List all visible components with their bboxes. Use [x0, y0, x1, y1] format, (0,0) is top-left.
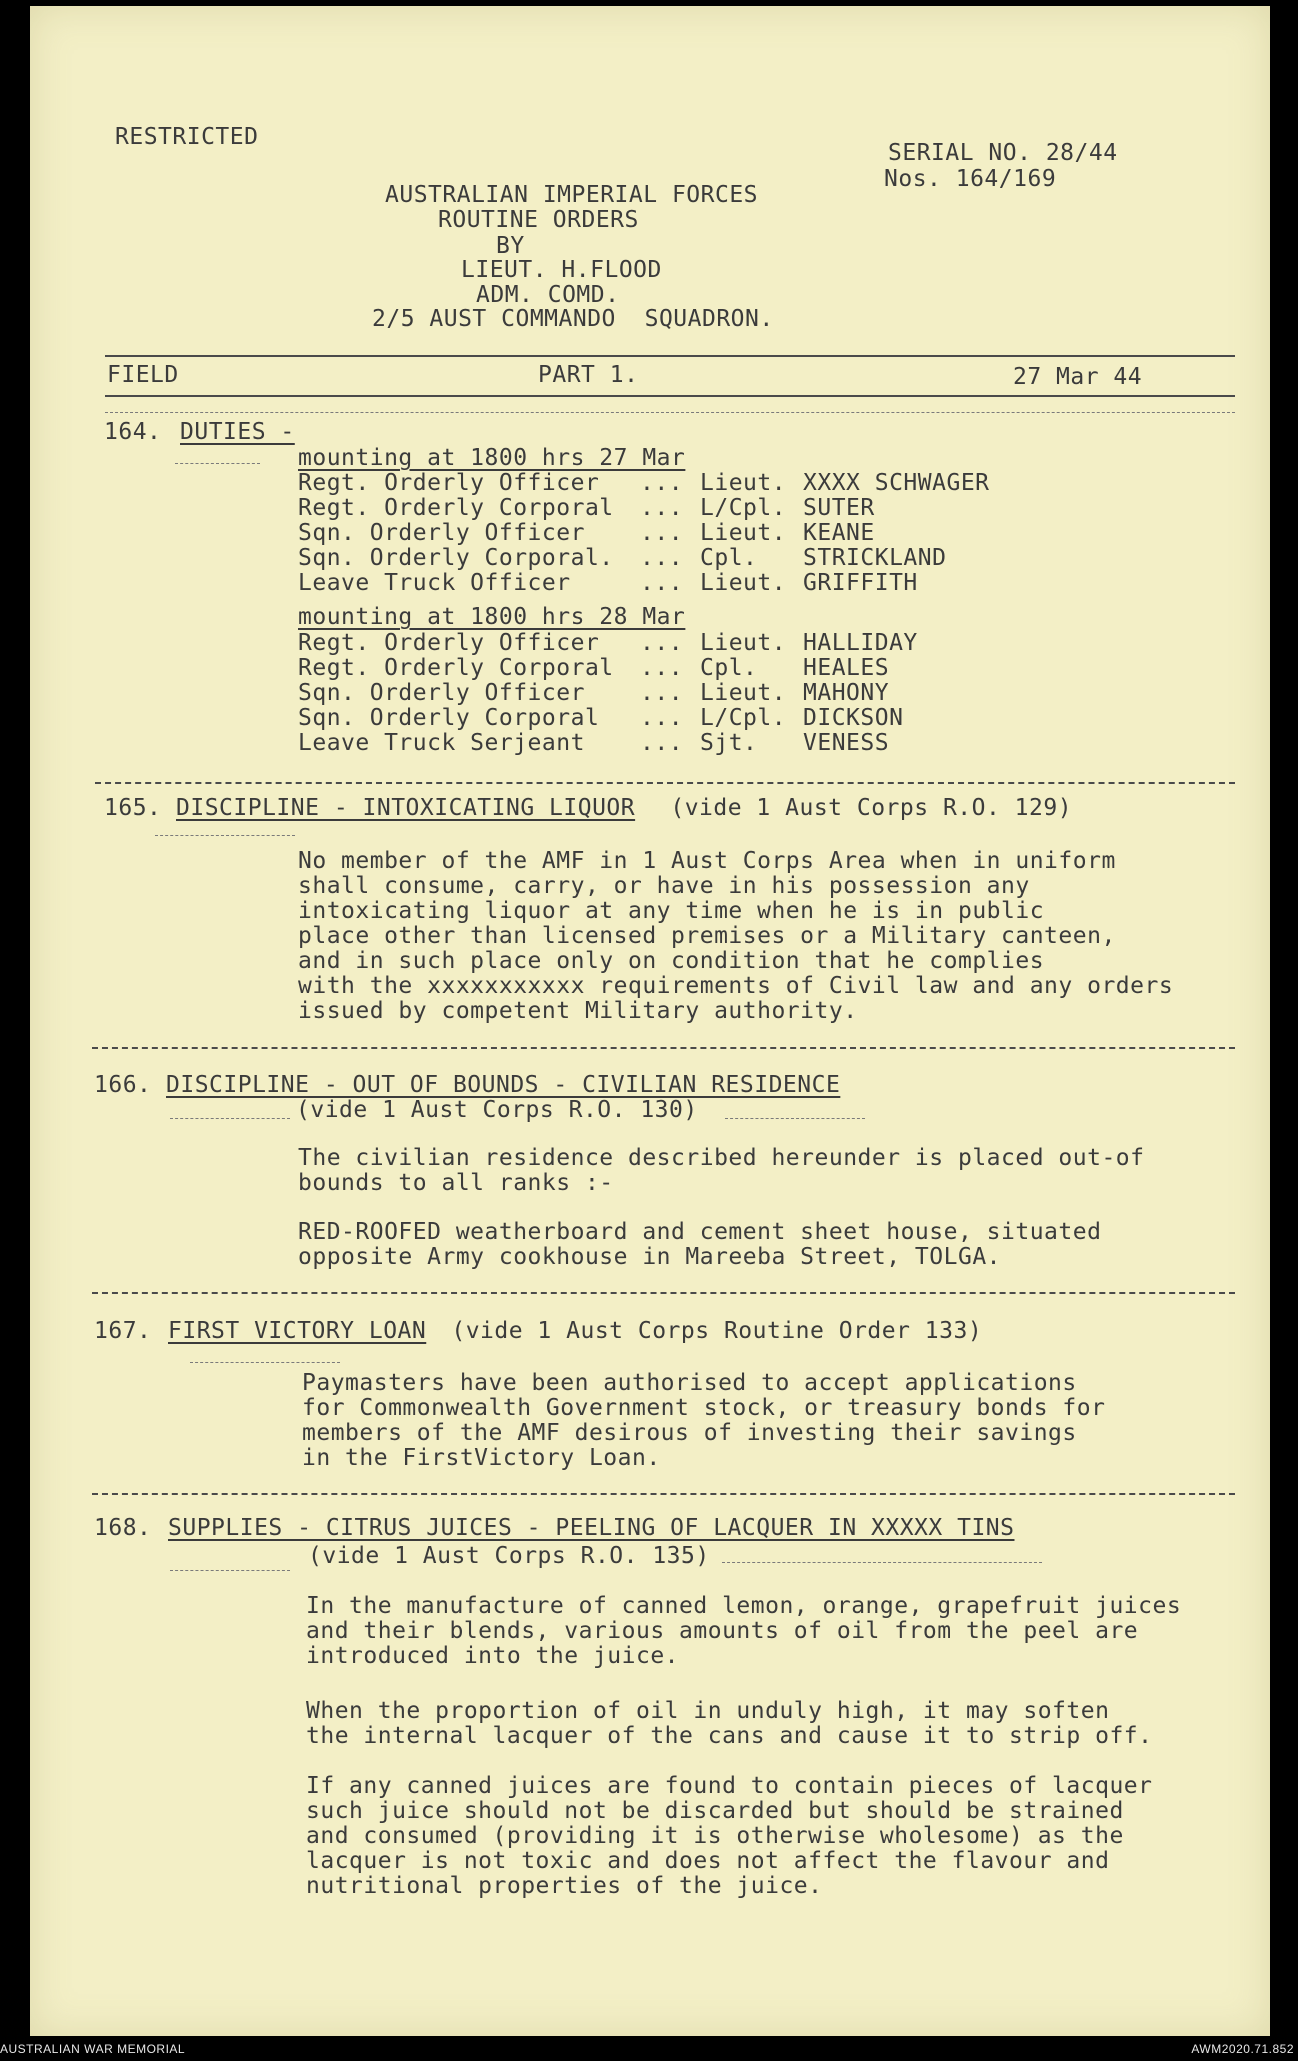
- duty-title: Leave Truck Serjeant: [298, 730, 585, 756]
- text-line: No member of the AMF in 1 Aust Corps Area when in uniform: [298, 848, 1116, 874]
- text-line: and in such place only on condition that he complies: [298, 948, 1045, 974]
- leader-dots: ...: [640, 470, 684, 496]
- duty-title: Regt. Orderly Officer: [298, 630, 600, 656]
- order-168-ref: (vide 1 Aust Corps R.O. 135): [308, 1543, 710, 1569]
- order-168-dash-left: [170, 1570, 290, 1571]
- text-line: The civilian residence described hereunder is placed out-of: [298, 1145, 1145, 1171]
- duty-name: MAHONY: [803, 680, 890, 706]
- header-rule-top: [105, 355, 1235, 357]
- order-166-dash-right: [725, 1118, 865, 1119]
- order-164-heading: DUTIES -: [180, 419, 295, 445]
- text-line: for Commonwealth Government stock, or treasury bonds for: [302, 1395, 1106, 1421]
- text-line: Paymasters have been authorised to accept applications: [302, 1370, 1077, 1396]
- title-line-6: 2/5 AUST COMMANDO SQUADRON.: [372, 306, 774, 332]
- separator-166: [92, 1292, 1235, 1294]
- duty-rank: Lieut.: [700, 680, 787, 706]
- duty-rank: Lieut.: [700, 520, 787, 546]
- order-166-heading: DISCIPLINE - OUT OF BOUNDS - CIVILIAN RESIDENCE: [166, 1072, 841, 1098]
- serial-number: SERIAL NO. 28/44: [888, 140, 1118, 166]
- order-166-dash-left: [170, 1118, 290, 1119]
- text-line: In the manufacture of canned lemon, orange, grapefruit juices: [306, 1593, 1182, 1619]
- duty-name: XXXX SCHWAGER: [803, 470, 990, 496]
- date-label: 27 Mar 44: [1013, 364, 1143, 390]
- duty-name: SUTER: [803, 495, 875, 521]
- text-line: such juice should not be discarded but should be strained: [306, 1798, 1124, 1824]
- duty-title: Regt. Orderly Officer: [298, 470, 600, 496]
- footer-institution: AUSTRALIAN WAR MEMORIAL: [0, 2042, 186, 2056]
- leader-dots: ...: [640, 705, 684, 731]
- text-line: If any canned juices are found to contain pieces of lacquer: [306, 1773, 1153, 1799]
- duty-rank: Lieut.: [700, 570, 787, 596]
- part-label: PART 1.: [538, 362, 639, 388]
- order-164-number: 164.: [104, 419, 162, 445]
- text-line: lacquer is not toxic and does not affect the flavour and: [306, 1848, 1110, 1874]
- title-line-3: BY: [496, 233, 525, 259]
- duty-title: Sqn. Orderly Officer: [298, 680, 585, 706]
- separator-164: [95, 782, 1235, 784]
- duty-block-2-title: mounting at 1800 hrs 28 Mar: [298, 604, 686, 630]
- order-166-number: 166.: [94, 1072, 152, 1098]
- duty-rank: Lieut.: [700, 630, 787, 656]
- duty-rank: Cpl.: [700, 655, 758, 681]
- text-line: and consumed (providing it is otherwise wholesome) as the: [306, 1823, 1124, 1849]
- text-line: When the proportion of oil in unduly high, it may soften: [306, 1698, 1110, 1724]
- restricted-label: RESTRICTED: [115, 124, 259, 150]
- text-line: in the FirstVictory Loan.: [302, 1445, 661, 1471]
- duty-rank: Sjt.: [700, 730, 758, 756]
- separator-165: [92, 1047, 1235, 1049]
- order-168-heading: SUPPLIES - CITRUS JUICES - PEELING OF LACQUER IN XXXXX TINS: [168, 1515, 1015, 1541]
- duty-block-1-title: mounting at 1800 hrs 27 Mar: [298, 445, 686, 471]
- text-line: issued by competent Military authority.: [298, 998, 858, 1024]
- order-167-dash: [190, 1362, 340, 1363]
- text-line: bounds to all ranks :-: [298, 1170, 614, 1196]
- title-line-1: AUSTRALIAN IMPERIAL FORCES: [385, 182, 759, 208]
- field-label: FIELD: [107, 362, 179, 388]
- duty-name: KEANE: [803, 520, 875, 546]
- text-line: place other than licensed premises or a Military canteen,: [298, 923, 1116, 949]
- text-line: members of the AMF desirous of investing their savings: [302, 1420, 1077, 1446]
- leader-dots: ...: [640, 545, 684, 571]
- order-164-dash: [175, 463, 260, 464]
- duty-rank: L/Cpl.: [700, 495, 787, 521]
- title-line-4: LIEUT. H.FLOOD: [461, 257, 662, 283]
- leader-dots: ...: [640, 630, 684, 656]
- leader-dots: ...: [640, 730, 684, 756]
- duty-name: DICKSON: [803, 705, 904, 731]
- order-165-dash: [155, 835, 295, 836]
- order-165-number: 165.: [104, 795, 162, 821]
- leader-dots: ...: [640, 570, 684, 596]
- header-rule-dashed: [105, 412, 1235, 413]
- order-165-ref: (vide 1 Aust Corps R.O. 129): [656, 795, 1073, 821]
- duty-rank: L/Cpl.: [700, 705, 787, 731]
- duty-name: VENESS: [803, 730, 890, 756]
- order-166-ref: (vide 1 Aust Corps R.O. 130): [296, 1097, 698, 1123]
- order-167-number: 167.: [94, 1318, 152, 1344]
- duty-name: HALLIDAY: [803, 630, 918, 656]
- text-line: introduced into the juice.: [306, 1643, 680, 1669]
- title-line-2: ROUTINE ORDERS: [438, 207, 639, 233]
- order-168-dash-right: [722, 1562, 1042, 1563]
- duty-title: Leave Truck Officer: [298, 570, 571, 596]
- order-167-heading: FIRST VICTORY LOAN: [168, 1318, 427, 1344]
- duty-name: GRIFFITH: [803, 570, 918, 596]
- header-rule-bottom: [105, 395, 1235, 397]
- leader-dots: ...: [640, 680, 684, 706]
- duty-name: STRICKLAND: [803, 545, 947, 571]
- text-line: intoxicating liquor at any time when he is in public: [298, 898, 1045, 924]
- footer-accession: AWM2020.71.852: [1191, 2042, 1294, 2056]
- text-line: nutritional properties of the juice.: [306, 1873, 823, 1899]
- leader-dots: ...: [640, 495, 684, 521]
- duty-rank: Lieut.: [700, 470, 787, 496]
- duty-title: Regt. Orderly Corporal: [298, 495, 614, 521]
- text-line: with the xxxxxxxxxxx requirements of Civil law and any orders: [298, 973, 1174, 999]
- duty-title: Sqn. Orderly Corporal: [298, 705, 600, 731]
- duty-rank: Cpl.: [700, 545, 758, 571]
- order-165-heading: DISCIPLINE - INTOXICATING LIQUOR: [176, 795, 636, 821]
- order-168-number: 168.: [94, 1515, 152, 1541]
- order-167-ref: (vide 1 Aust Corps Routine Order 133): [437, 1318, 983, 1344]
- duty-title: Sqn. Orderly Corporal.: [298, 545, 614, 571]
- title-line-5: ADM. COMD.: [476, 282, 620, 308]
- text-line: shall consume, carry, or have in his possession any: [298, 873, 1030, 899]
- duty-title: Regt. Orderly Corporal: [298, 655, 614, 681]
- order-numbers: Nos. 164/169: [884, 166, 1057, 192]
- duty-name: HEALES: [803, 655, 890, 681]
- leader-dots: ...: [640, 520, 684, 546]
- text-line: opposite Army cookhouse in Mareeba Street, TOLGA.: [298, 1244, 1002, 1270]
- text-line: and their blends, various amounts of oil from the peel are: [306, 1618, 1139, 1644]
- text-line: the internal lacquer of the cans and cause it to strip off.: [306, 1723, 1153, 1749]
- separator-167: [92, 1493, 1235, 1495]
- leader-dots: ...: [640, 655, 684, 681]
- text-line: RED-ROOFED weatherboard and cement sheet house, situated: [298, 1219, 1102, 1245]
- duty-title: Sqn. Orderly Officer: [298, 520, 585, 546]
